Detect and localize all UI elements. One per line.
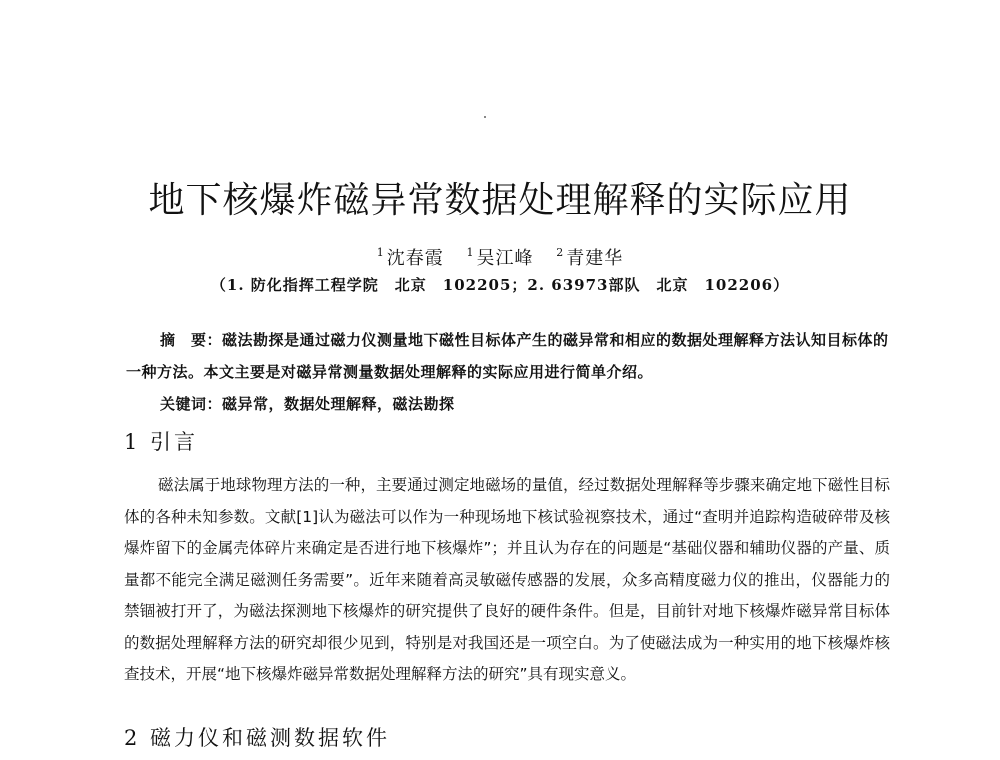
abstract-label: 摘 要：: [160, 331, 223, 349]
section-1-heading: 1 引言: [124, 430, 199, 454]
affiliation: （1. 防化指挥工程学院 北京 102205；2. 63973部队 北京 102206）: [210, 276, 790, 294]
abstract-block: [126, 324, 890, 420]
author-2: [467, 248, 534, 269]
author-3: [556, 248, 623, 269]
author-1-affil-mark: 1: [376, 246, 385, 259]
scan-speck: [484, 116, 486, 118]
author-list: [0, 244, 1000, 270]
author-3-affil-mark: 2: [556, 246, 565, 259]
section-1-paragraph: 磁法属于地球物理方法的一种，主要通过测定地磁场的量值，经过数据处理解释等步骤来确定地下磁性目标体的各种未知参数。文献[1]认为磁法可以作为一种现场地下核试验视察技术，通过“查明并追踪构造破碎带及核爆炸留下的金属壳体碎片来确定是否进行地下核爆炸”；并且认为存在的问题是“基础仪器和辅助仪器的产量、质量都不能完全满足磁测任务需要”。近年来随着高灵敏磁传感器的发展，众多高精度磁力仪的推出，仪器能力的禁锢被打开了，为磁法探测地下核爆炸的研究提供了良好的硬件条件。但是，目前针对地下核爆炸磁异常目标体的数据处理解释方法的研究却很少见到，特别是对我国还是一项空白。为了使磁法成为一种实用的地下核爆炸核查技术，开展“地下核爆炸磁异常数据处理解释方法的研究”具有现实意义。: [124, 476, 890, 683]
section-2-heading: 2 磁力仪和磁测数据软件: [124, 726, 391, 750]
keywords-text: 磁异常，数据处理解释，磁法勘探: [222, 395, 455, 413]
author-1: [377, 248, 444, 269]
author-3-name: 青建华: [566, 248, 624, 269]
keywords: [126, 388, 890, 420]
keywords-label: 关键词：: [160, 395, 223, 413]
author-2-affil-mark: 1: [466, 246, 475, 259]
paper-title: 地下核爆炸磁异常数据处理解释的实际应用: [148, 180, 852, 221]
author-1-name: 沈春霞: [386, 248, 444, 269]
author-2-name: 吴江峰: [476, 248, 534, 269]
abstract: [126, 324, 890, 388]
abstract-text: 磁法勘探是通过磁力仪测量地下磁性目标体产生的磁异常和相应的数据处理解释方法认知目标体的一种方法。本文主要是对磁异常测量数据处理解释的实际应用进行简单介绍。: [126, 331, 889, 381]
